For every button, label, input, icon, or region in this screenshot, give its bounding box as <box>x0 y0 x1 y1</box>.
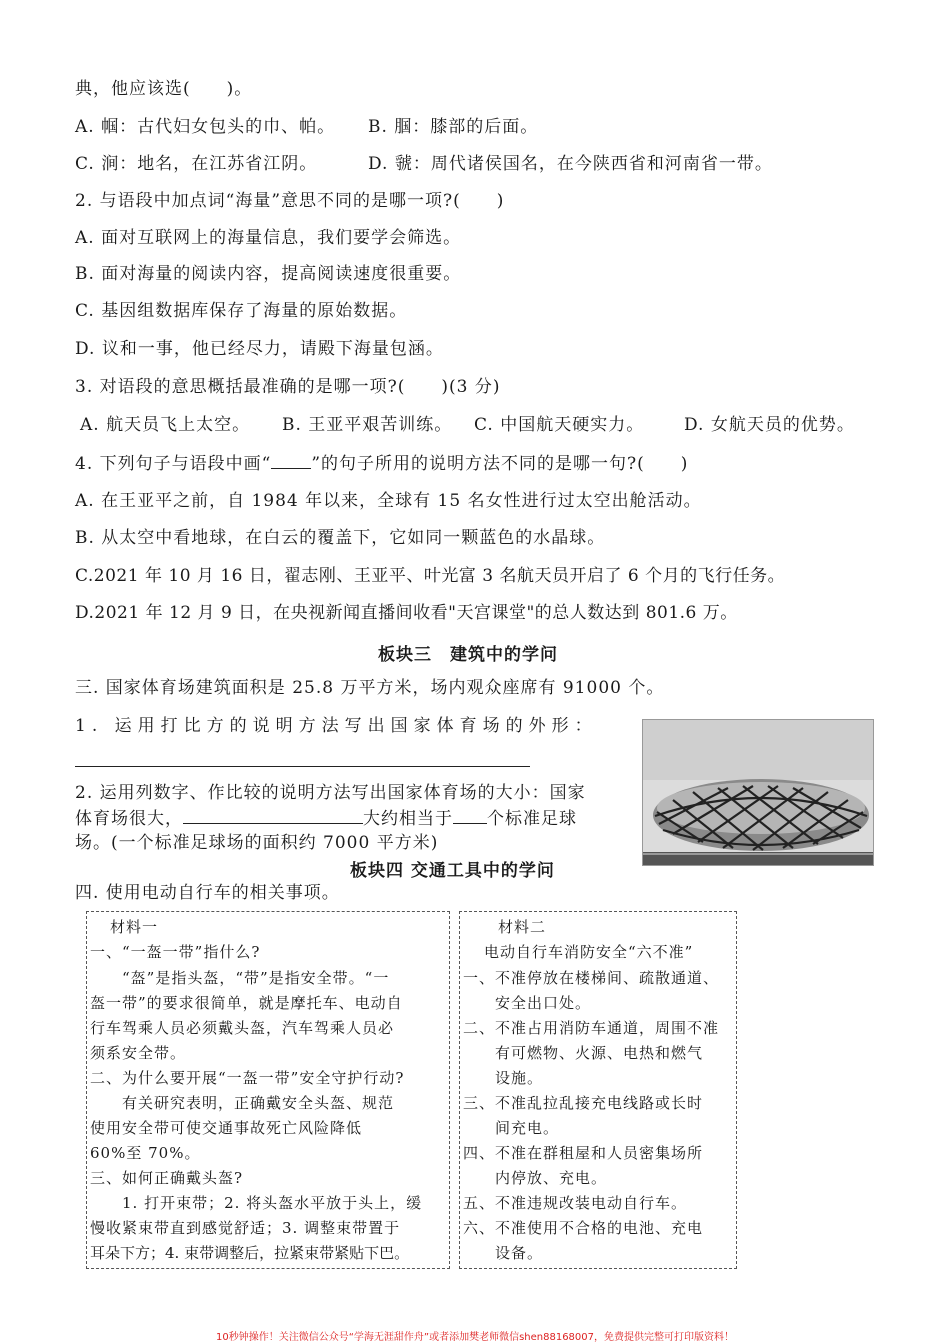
q2-line2-a: 体育场很大， <box>75 809 183 829</box>
material1-line: 须系安全带。 <box>90 1044 187 1062</box>
material2-line: 六、不准使用不合格的电池、充电 <box>463 1219 704 1237</box>
material1-line: 三、如何正确戴头盔? <box>90 1169 244 1187</box>
q3-option-b: B. 王亚平艰苦训练。 <box>282 415 453 435</box>
material2-line: 内停放、充电。 <box>463 1169 608 1187</box>
q2-line2-b: 大约相当于 <box>363 809 453 829</box>
section3-q1: 1. 运用打比方的说明方法写出国家体育场的外形： <box>75 716 598 736</box>
material2-line: 间充电。 <box>463 1119 560 1137</box>
q4-stem <box>75 452 688 475</box>
material1-line: 耳朵下方；4. 束带调整后，拉紧束带紧贴下巴。 <box>90 1244 410 1262</box>
q2-line2-c: 个标准足球 <box>487 809 577 829</box>
material1-line: 60%至 70%。 <box>90 1144 201 1162</box>
section3-title: 板块三 建筑中的学问 <box>378 645 558 665</box>
q3-option-a: A. 航天员飞上太空。 <box>80 415 251 435</box>
material2-line: 五、不准违规改装电动自行车。 <box>463 1194 688 1212</box>
section3-q2-line2 <box>75 807 577 830</box>
material1-line: 二、为什么要开展“一盔一带”安全守护行动? <box>90 1069 405 1087</box>
q2-option-b: B. 面对海量的阅读内容，提高阅读速度很重要。 <box>75 264 462 284</box>
material2-line: 安全出口处。 <box>463 994 592 1012</box>
q2-option-c: C. 基因组数据库保存了海量的原始数据。 <box>75 301 408 321</box>
material1-line: 行车驾乘人员必须戴头盔，汽车驾乘人员必 <box>90 1019 395 1037</box>
q4-option-d: D.2021 年 12 月 9 日，在央视新闻直播间收看"天宫课堂"的总人数达到 801.6 万。 <box>75 603 738 623</box>
material2-subtitle: 电动自行车消防安全“六不准” <box>484 943 694 961</box>
material2-line: 设备。 <box>463 1244 544 1262</box>
material1-line: “盔”是指头盔，“带”是指安全带。“一 <box>90 969 390 987</box>
section3-intro: 三. 国家体育场建筑面积是 25.8 万平方米，场内观众座席有 91000 个。 <box>75 678 665 698</box>
material1-title: 材料一 <box>110 918 159 936</box>
material1-line: 1. 打开束带；2. 将头盔水平放于头上，缓 <box>90 1194 423 1212</box>
q4-option-a: A. 在王亚平之前，自 1984 年以来，全球有 15 名女性进行过太空出舱活动。 <box>75 491 702 511</box>
q4-option-c: C.2021 年 10 月 16 日，翟志刚、王亚平、叶光富 3 名航天员开启了 6 个月的飞行任务。 <box>75 566 786 586</box>
q2-stem: 2. 与语段中加点词“海量”意思不同的是哪一项?( ) <box>75 191 505 211</box>
q4-stem-post: ”的句子所用的说明方法不同的是哪一句?( ) <box>311 454 689 474</box>
material1-line: 盔一带”的要求很简单，就是摩托车、电动自 <box>90 994 403 1012</box>
q3-stem: 3. 对语段的意思概括最准确的是哪一项?( )(3 分) <box>75 377 501 397</box>
material2-line: 有可燃物、火源、电热和燃气 <box>463 1044 704 1062</box>
material1-box <box>86 911 450 1269</box>
q4-underline-sample <box>271 452 311 469</box>
material2-line: 四、不准在群租屋和人员密集场所 <box>463 1144 704 1162</box>
q3-option-d: D. 女航天员的优势。 <box>684 415 855 435</box>
material1-line: 慢收紧束带直到感觉舒适；3. 调整束带置于 <box>90 1219 401 1237</box>
q4-stem-pre: 4. 下列句子与语段中画“ <box>75 454 272 474</box>
material2-line: 二、不准占用消防车通道，周围不准 <box>463 1019 720 1037</box>
promo-footer: 10秒钟操作！关注微信公众号“学海无涯甜作舟”或者添加樊老师微信shen88168007，免费提供完整可打印版资料！ <box>215 1332 735 1343</box>
material1-line: 有关研究表明，正确戴安全头盔、规范 <box>90 1094 395 1112</box>
q4-option-b: B. 从太空中看地球，在白云的覆盖下，它如同一颗蓝色的水晶球。 <box>75 528 606 548</box>
material2-line: 设施。 <box>463 1069 544 1087</box>
material2-line: 三、不准乱拉乱接充电线路或长时 <box>463 1094 704 1112</box>
q1-option-c: C. 涧：地名，在江苏省江阴。 <box>75 154 318 174</box>
q2-option-a: A. 面对互联网上的海量信息，我们要学会筛选。 <box>75 228 462 248</box>
section3-q2-line3: 场。(一个标准足球场的面积约 7000 平方米) <box>75 833 439 853</box>
material2-title: 材料二 <box>498 918 547 936</box>
q1-continuation: 典，他应该选( )。 <box>75 79 253 99</box>
q1-option-b: B. 腘：膝部的后面。 <box>368 117 539 137</box>
q1-option-d: D. 虢：周代诸侯国名，在今陕西省和河南省一带。 <box>368 154 773 174</box>
material2-box <box>459 911 737 1269</box>
section3-q2-line1: 2. 运用列数字、作比较的说明方法写出国家体育场的大小：国家 <box>75 783 586 803</box>
size-answer-blank-2[interactable] <box>453 807 487 824</box>
size-answer-blank-1[interactable] <box>183 807 363 824</box>
q2-option-d: D. 议和一事，他已经尽力，请殿下海量包涵。 <box>75 339 444 359</box>
material1-line: 一、“一盔一带”指什么? <box>90 943 261 961</box>
q1-option-a: A. 帼：古代妇女包头的巾、帕。 <box>75 117 336 137</box>
material2-line: 一、不准停放在楼梯间、疏散通道、 <box>463 969 720 987</box>
birds-nest-stadium-photo <box>642 719 874 866</box>
section4-title: 板块四 交通工具中的学问 <box>350 861 555 881</box>
section3-q1-answer-line[interactable] <box>75 766 530 767</box>
section4-intro: 四. 使用电动自行车的相关事项。 <box>75 883 340 903</box>
q3-option-c: C. 中国航天硬实力。 <box>474 415 645 435</box>
material1-line: 使用安全带可使交通事故死亡风险降低 <box>90 1119 363 1137</box>
